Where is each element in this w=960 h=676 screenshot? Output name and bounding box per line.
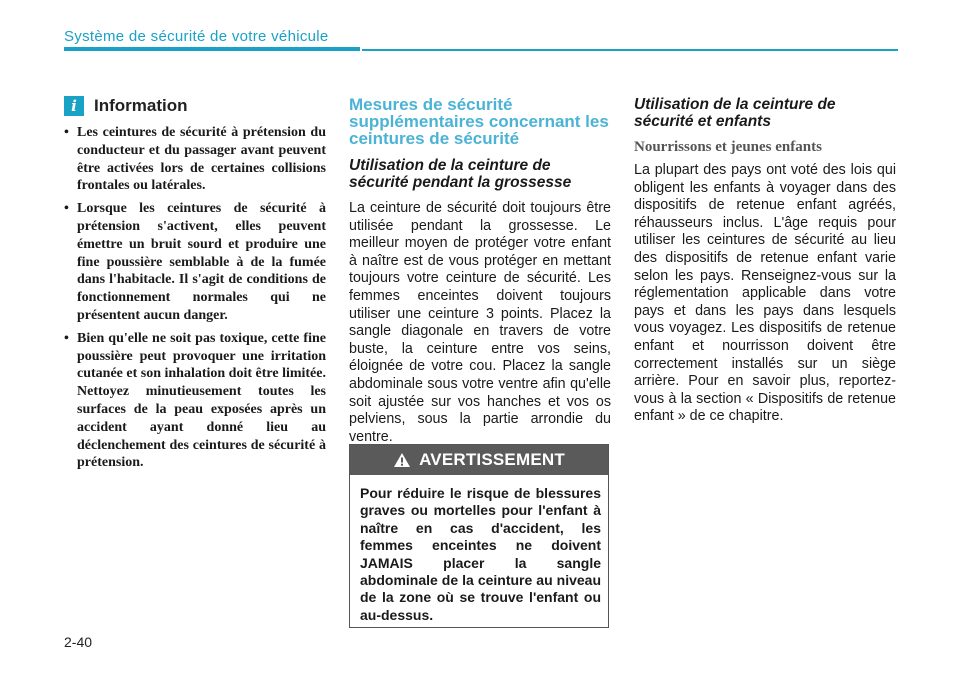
children-body: La plupart des pays ont voté des lois qui obligent les enfants à voyager dans des dispositifs de retenue enfant agréés, réhausseurs inclus. L'âge requis pour utiliser les ceintures de sécurité au lieu des dispositifs de retenue enfant varie selon les pays. Renseignez-vous sur la réglementation applicable dans votre pays et dans les pays dans lesquels vous voyagez. Les dispositifs de retenue enfant et nourrisson doivent être correctement installés sur un siège arrière. Pour en savoir plus, reportez-vous à la section « Dispositifs de retenue enfant » de ce chapitre. [634,162,896,425]
header-rule-thick [64,47,360,51]
pregnancy-subtitle: Utilisation de la ceinture de sécurité pendant la grossesse [349,157,572,191]
info-bullet: • Bien qu'elle ne soit pas toxique, cette fine poussière peut provoquer une irritation cutanée et son inhalation doit être limitée. Nettoyez minutieusement toutes les surfaces de la peau exposées après un accident ayant donné lieu au déclenchement des ceintures de sécurité à prétension. [64,330,326,472]
warning-box [349,444,609,628]
children-column [634,96,896,426]
header-title: Système de sécurité de votre véhicule [64,28,329,45]
infants-subtitle: Nourrissons et jeunes enfants [634,139,822,155]
children-subtitle: Utilisation de la ceinture de sécurité et enfants [634,96,836,130]
info-header [64,96,326,116]
info-title: Information [94,96,188,115]
pregnancy-body: La ceinture de sécurité doit toujours être utilisée pendant la grossesse. Le meilleur moyen de protéger votre enfant à naître est de vous protéger en mettant toujours votre ceinture de sécurité. Les femmes enceintes doivent toujours utiliser une ceinture 3 points. Placez la sangle diagonale en travers de votre buste, la ceinture entre vos seins, éloignée de votre cou. Placez la sangle abdominale sous votre ventre afin qu'elle soit ajustée sur vos hanches et vos os pelviens, sous la partie arrondie du ventre. [349,200,611,445]
info-icon: i [64,96,84,116]
pregnancy-column [349,96,611,446]
info-bullet: • Lorsque les ceintures de sécurité à prétension s'activent, elles peuvent émettre un bruit sourd et produire une fine poussière semblable à de la fumée dans l'habitacle. Il s'agit de conditions de fonctionnement normales qui ne présentent aucun danger. [64,200,326,325]
info-bullet: • Les ceintures de sécurité à prétension du conducteur et du passager avant peuvent être activées lors de certaines collisions frontales ou latérales. [64,124,326,195]
warning-header [350,445,608,475]
info-bullet-list [64,124,326,472]
section-title: Mesures de sécurité supplémentaires concernant les ceintures de sécurité [349,95,609,148]
warning-triangle-icon [393,452,411,468]
warning-title: AVERTISSEMENT [419,450,565,469]
info-column [64,96,326,477]
page-number: 2-40 [64,634,93,650]
header-rule-thin [362,49,898,51]
warning-text: Pour réduire le risque de blessures graves ou mortelles pour l'enfant à naître en cas d'accident, les femmes enceintes ne doivent JAMAIS placer la sangle abdominale de la ceinture au niveau de la zone où se trouve l'enfant ou au-dessus. [360,485,601,623]
